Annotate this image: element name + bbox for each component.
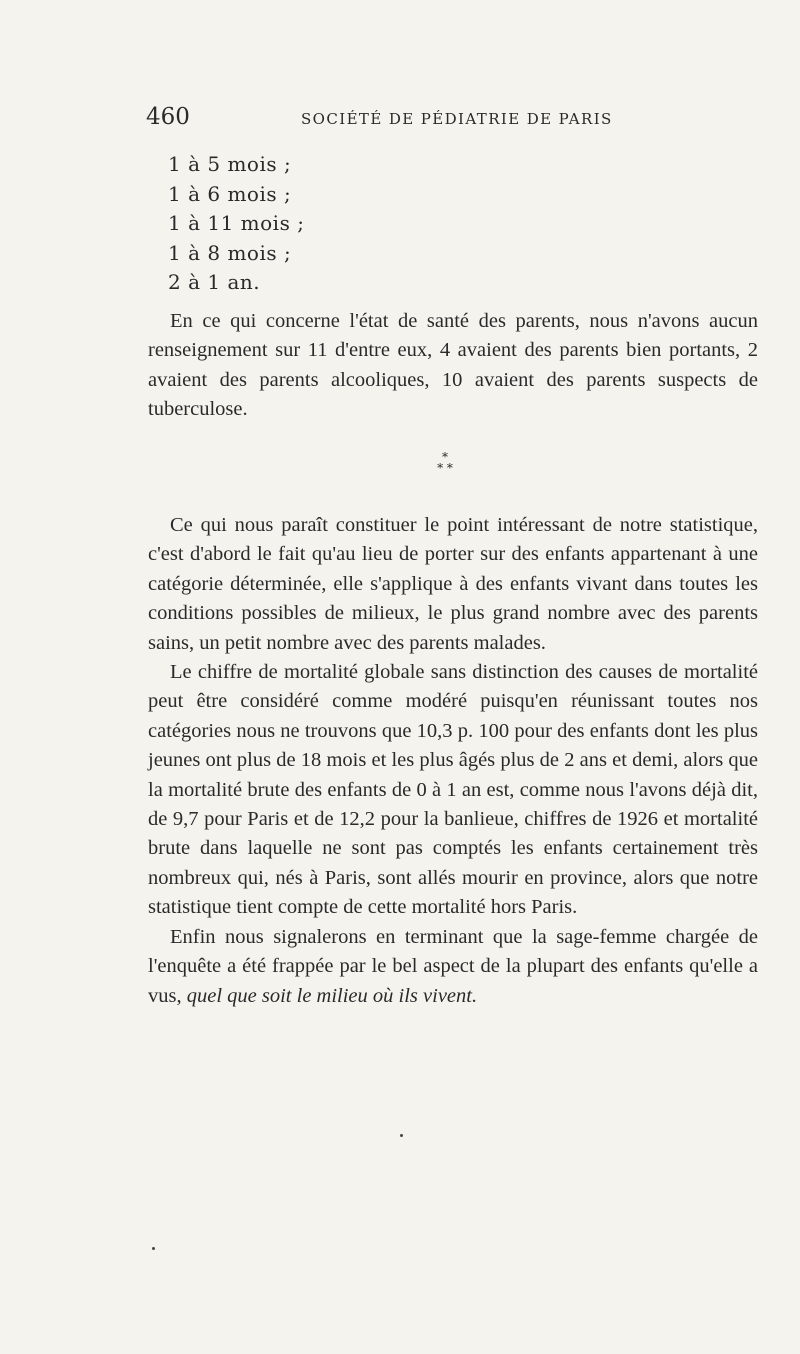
conclusion-lead: Enfin nous signalerons en terminant que la sage-femme chargée de l'enquête a été frappée par le bel aspect de la plupart des enfants qu'elle a vus, — [148, 925, 758, 1007]
list-item: 1 à 8 mois ; — [168, 240, 292, 265]
list-item: 2 à 1 an. — [168, 270, 261, 294]
list-item: 1 à 5 mois ; — [168, 152, 292, 176]
running-title: SOCIÉTÉ DE PÉDIATRIE DE PARIS — [301, 110, 613, 128]
scan-speck — [152, 1247, 155, 1250]
section-asterism — [420, 452, 470, 474]
paragraph-interest: Ce qui nous paraît constituer le point intéressant de notre statistique, c'est d'abord le fait qu'au lieu de porter sur des enfants appartenant à une catégorie déterminée, elle s'applique à des enfants vivant dans toutes les conditions possibles de milieux, le plus grand nombre avec des parents sains, un petit nombre avec des parents malades. — [148, 514, 758, 654]
asterism-top: * — [442, 450, 448, 464]
list-item: 1 à 6 mois ; — [168, 181, 292, 206]
page-header — [146, 104, 758, 138]
scan-speck — [400, 1134, 403, 1137]
paragraph-block-2 — [148, 511, 758, 1011]
list-item: 1 à 11 mois ; — [168, 211, 305, 235]
asterism-bottom: * * — [437, 461, 453, 475]
paragraph-parents-health: En ce qui concerne l'état de santé des parents, nous n'avons aucun renseignement sur 11 d'entre eux, 4 avaient des parents bien portants, 2 avaient des parents alcooliques, 10 avaient des parents suspects de tuberculose. — [148, 310, 758, 421]
paragraph-block-1 — [148, 307, 758, 425]
paragraph-mortality: Le chiffre de mortalité globale sans distinction des causes de mortalité peut être considéré comme modéré puisqu'en réunissant toutes nos catégories nous ne trouvons que 10,3 p. 100 pour des enfants dont les plus jeunes ont plus de 18 mois et les plus âgés plus de 2 ans et demi, alors que la mortalité brute des enfants de 0 à 1 an est, comme nous l'avons déjà dit, de 9,7 pour Paris et de 12,2 pour la banlieue, chiffres de 1926 et mortalité brute dans laquelle ne sont pas comptés les enfants certainement très nombreux qui, nés à Paris, sont allés mourir en province, alors que notre statistique tient compte de cette mortalité hors Paris. — [148, 661, 758, 919]
conclusion-italic: quel que soit le milieu où ils vivent. — [186, 984, 478, 1007]
age-list — [168, 150, 304, 298]
paragraph-conclusion — [148, 923, 758, 1011]
page-number: 460 — [146, 104, 190, 130]
